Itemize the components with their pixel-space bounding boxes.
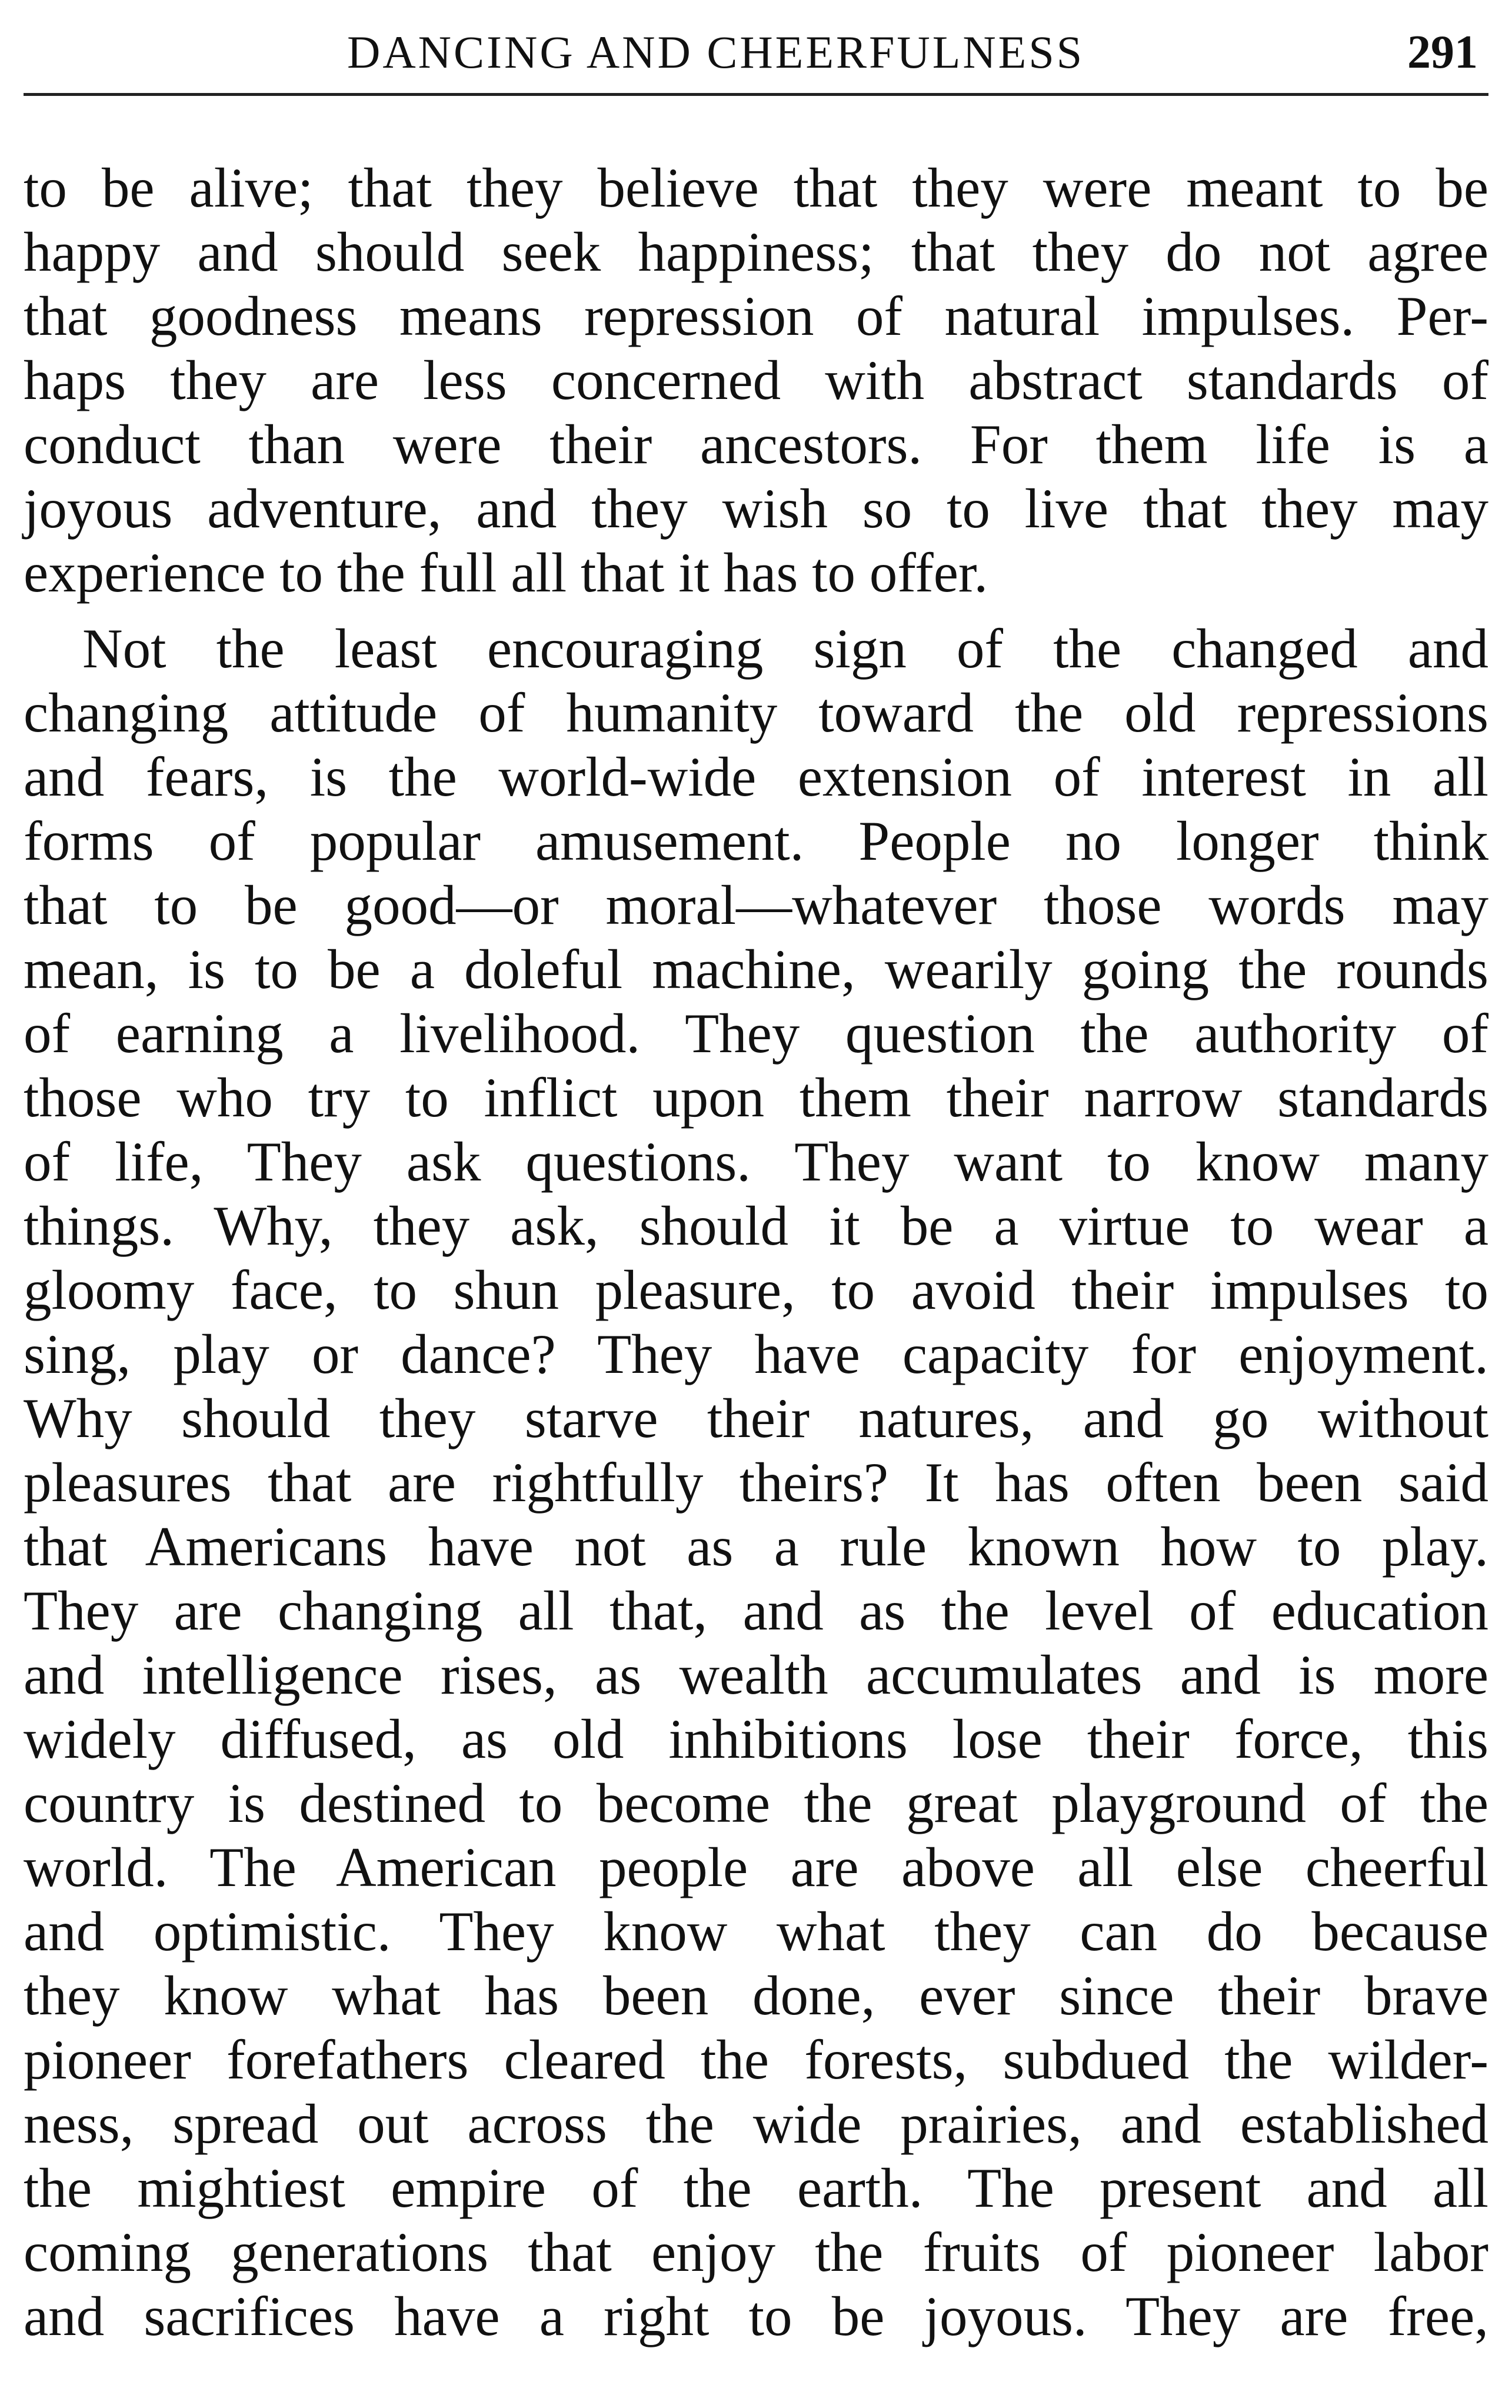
text-line: widely diffused, as old inhibitions lose their force, this bbox=[24, 1708, 1488, 1770]
text-line: joyous adventure, and they wish so to live that they may bbox=[24, 477, 1488, 540]
text-line: mean, is to be a doleful machine, wearily going the rounds bbox=[24, 938, 1488, 1000]
text-line: They are changing all that, and as the level of education bbox=[24, 1579, 1488, 1642]
running-title: DANCING AND CHEERFULNESS bbox=[347, 26, 1085, 78]
text-line: experience to the full all that it has to offer. bbox=[24, 541, 988, 604]
text-line: gloomy face, to shun pleasure, to avoid their impulses to bbox=[24, 1259, 1488, 1321]
text-line: world. The American people are above all else cheerful bbox=[24, 1836, 1488, 1898]
header-rule bbox=[24, 93, 1488, 96]
text-line: of earning a livelihood. They question the authority of bbox=[24, 1002, 1488, 1065]
text-line: Not the least encouraging sign of the changed and bbox=[82, 617, 1488, 680]
page-number: 291 bbox=[1407, 26, 1478, 78]
text-line: sing, play or dance? They have capacity for enjoyment. bbox=[24, 1323, 1488, 1385]
text-line: things. Why, they ask, should it be a virtue to wear a bbox=[24, 1195, 1488, 1257]
text-line: and intelligence rises, as wealth accumulates and is more bbox=[24, 1644, 1488, 1706]
running-head bbox=[24, 22, 1490, 93]
text-line: the mightiest empire of the earth. The present and all bbox=[24, 2157, 1488, 2219]
paragraph-1 bbox=[24, 156, 1488, 605]
text-line: forms of popular amusement. People no longer think bbox=[24, 810, 1488, 872]
text-line: happy and should seek happiness; that they do not agree bbox=[24, 221, 1488, 283]
paragraph-2 bbox=[24, 617, 1488, 2349]
text-line: and sacrifices have a right to be joyous. They are free, bbox=[24, 2285, 1488, 2347]
text-line: they know what has been done, ever since their brave bbox=[24, 1964, 1488, 2027]
body-text bbox=[24, 156, 1488, 2349]
text-line: pioneer forefathers cleared the forests, subdued the wilder- bbox=[24, 2028, 1488, 2091]
text-line: conduct than were their ancestors. For them life is a bbox=[24, 413, 1488, 475]
text-line: pleasures that are rightfully theirs? It has often been said bbox=[24, 1451, 1488, 1514]
text-line: and optimistic. They know what they can do because bbox=[24, 1900, 1488, 1963]
text-line: to be alive; that they believe that they were meant to be bbox=[24, 157, 1488, 219]
text-line: those who try to inflict upon them their narrow standards bbox=[24, 1066, 1488, 1129]
text-line: Why should they starve their natures, and go without bbox=[24, 1387, 1488, 1449]
text-line: that goodness means repression of natural impulses. Per- bbox=[24, 285, 1488, 347]
text-line: country is destined to become the great playground of the bbox=[24, 1772, 1488, 1834]
text-line: ness, spread out across the wide prairies, and established bbox=[24, 2093, 1488, 2155]
text-line: coming generations that enjoy the fruits of pioneer labor bbox=[24, 2221, 1488, 2283]
text-line: changing attitude of humanity toward the old repressions bbox=[24, 681, 1488, 744]
text-line: that to be good—or moral—whatever those words may bbox=[24, 874, 1488, 936]
text-line: of life, They ask questions. They want to know many bbox=[24, 1130, 1488, 1193]
text-line: that Americans have not as a rule known how to play. bbox=[24, 1515, 1488, 1578]
text-line: haps they are less concerned with abstract standards of bbox=[24, 349, 1488, 411]
paragraph-gap bbox=[24, 605, 1488, 617]
text-line: and fears, is the world-wide extension of interest in all bbox=[24, 746, 1488, 808]
